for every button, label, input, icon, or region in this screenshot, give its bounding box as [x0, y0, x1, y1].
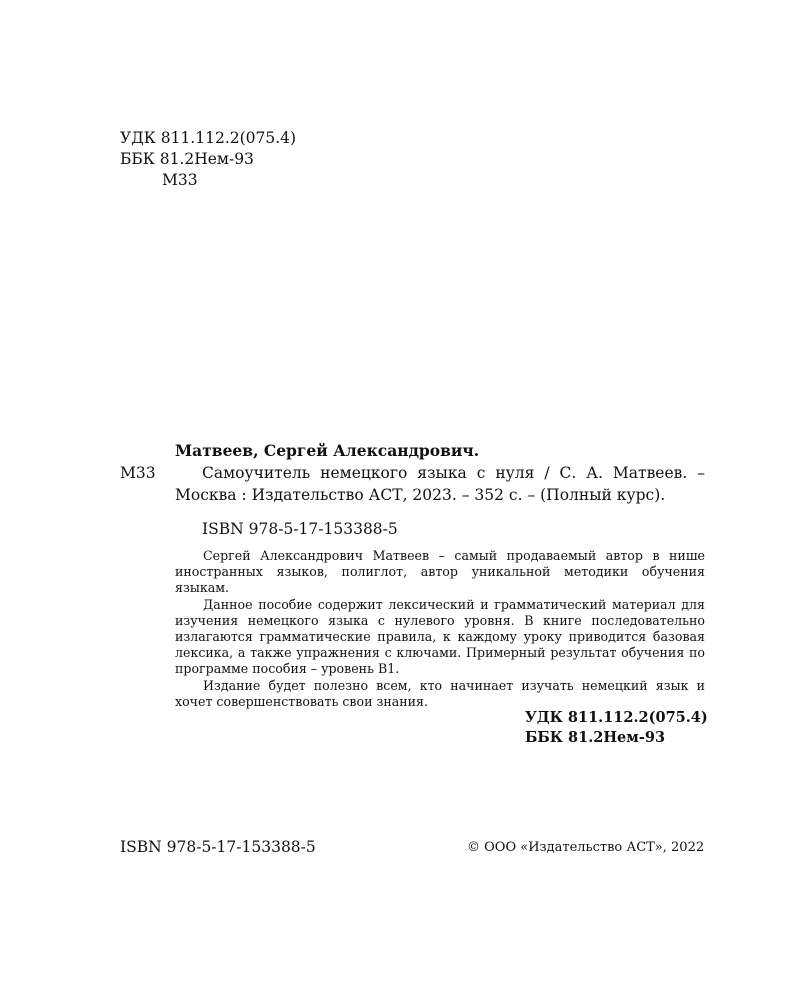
annotation-paragraph: Сергей Александрович Матвеев – самый продаваемый автор в нише иностранных языков, полиглот, автор уникальной методики обучения языкам. — [175, 548, 705, 596]
record-publication-line: Москва : Издательство АСТ, 2023. – 352 с. – (Полный курс). — [175, 486, 666, 504]
annotation — [175, 548, 705, 710]
bottom-udk-code: УДК 811.112.2(075.4) — [525, 709, 708, 726]
top-bbk-code: ББК 81.2Нем-93 — [120, 150, 254, 168]
record-author: Матвеев, Сергей Александрович. — [175, 441, 480, 460]
record-isbn: ISBN 978-5-17-153388-5 — [202, 520, 398, 538]
annotation-paragraph: Издание будет полезно всем, кто начинает изучать немецкий язык и хочет совершенствовать свои знания. — [175, 677, 705, 709]
footer-copyright: © ООО «Издательство АСТ», 2022 — [467, 840, 705, 855]
top-classification-block — [120, 128, 296, 191]
footer-isbn: ISBN 978-5-17-153388-5 — [120, 838, 316, 856]
bibliographic-record — [120, 440, 705, 540]
top-udk-code: УДК 811.112.2(075.4) — [120, 129, 297, 147]
bottom-bbk-code: ББК 81.2Нем-93 — [525, 729, 666, 746]
record-cutter-code: М33 — [120, 464, 156, 482]
annotation-paragraph: Данное пособие содержит лексический и грамматический материал для изучения немецкого языка с нулевого уровня. В книге последовательно излагаются грамматические правила, к каждому уроку приводится базовая лексика, а также упражнения с ключами. Примерный результат обучения по программе пособия – уровень B1. — [175, 596, 705, 677]
top-cutter-code: М33 — [162, 171, 198, 189]
bottom-classification-block — [525, 708, 708, 748]
record-title-line: Самоучитель немецкого языка с нуля / С. А. Матвеев. – — [202, 464, 705, 482]
record-body — [120, 462, 705, 506]
